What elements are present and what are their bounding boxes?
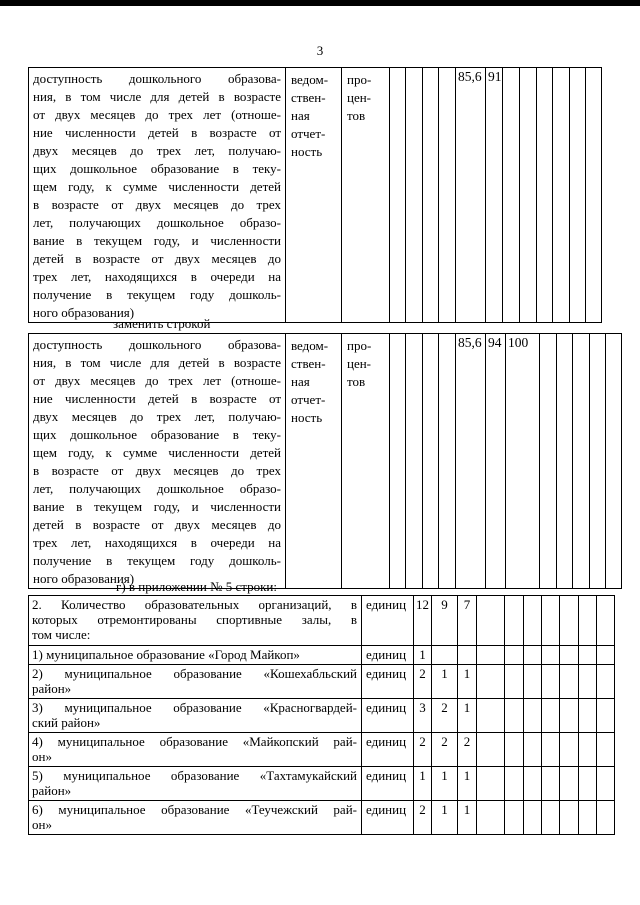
text-line: детей в возрасте от двух месяцев до xyxy=(33,251,281,266)
text-line: трех лет, находящихся в очереди на xyxy=(33,535,281,550)
value-cell: 2 xyxy=(458,733,477,767)
text-line: доступность дошкольного образова- xyxy=(33,337,281,352)
value-cell xyxy=(524,665,542,699)
value-cell xyxy=(524,596,542,646)
value-cell xyxy=(569,68,585,323)
text-line: 1) муниципальное образование «Город Майкоп» xyxy=(32,647,300,662)
table-row xyxy=(29,646,633,665)
text-line: 5) муниципальное образование «Тахтамукайский xyxy=(32,768,357,783)
value-cell: 1 xyxy=(432,801,458,835)
value-cell xyxy=(542,733,560,767)
value-cell xyxy=(542,699,560,733)
text-line: район» xyxy=(32,681,72,696)
text-line: ведом- xyxy=(291,72,329,87)
text-line: ния, в том числе для детей в возрасте xyxy=(33,89,281,104)
value-cell xyxy=(597,801,615,835)
row-name xyxy=(29,665,362,699)
value-cell xyxy=(536,68,552,323)
value-cell: 91 xyxy=(486,68,503,323)
text-line: ние численности детей в возрасте от xyxy=(33,391,281,406)
value-cell xyxy=(540,334,557,589)
value-cell xyxy=(423,334,439,589)
value-cell xyxy=(505,646,524,665)
text-line: которых отремонтированы спортивные залы, в xyxy=(32,612,357,627)
value-cell xyxy=(579,767,597,801)
value-cell xyxy=(458,646,477,665)
value-cell xyxy=(542,646,560,665)
text-line: ствен- xyxy=(291,90,326,105)
value-cell xyxy=(477,646,505,665)
text-line: двух месяцев до трех лет, получаю- xyxy=(33,409,281,424)
text-line: ная xyxy=(291,374,310,389)
text-line: вание в текущем году, и численности xyxy=(33,499,281,514)
value-cell xyxy=(560,665,579,699)
value-cell xyxy=(524,733,542,767)
value-cell xyxy=(579,596,597,646)
value-cell: 85,6 xyxy=(456,334,486,589)
indicator-source xyxy=(286,334,342,589)
row-unit: единиц xyxy=(362,699,414,733)
value-cell xyxy=(560,596,579,646)
value-cell: 2 xyxy=(432,733,458,767)
text-line: от двух месяцев до трех лет (отноше- xyxy=(33,373,281,388)
scan-top-edge xyxy=(0,0,640,6)
row-unit: единиц xyxy=(362,733,414,767)
row-name xyxy=(29,767,362,801)
text-line: двух месяцев до трех лет, получаю- xyxy=(33,143,281,158)
text-line: цен- xyxy=(347,90,372,105)
table-row xyxy=(29,767,633,801)
text-line: трех лет, находящихся в очереди на xyxy=(33,269,281,284)
text-line: щем году, к сумме численности детей xyxy=(33,445,281,460)
value-cell xyxy=(505,665,524,699)
value-cell xyxy=(590,334,606,589)
text-line: щих дошкольное образование в теку- xyxy=(33,161,281,176)
value-cell xyxy=(406,334,423,589)
appendix-label: г) в приложении № 5 строки: xyxy=(116,579,277,594)
appendix-table xyxy=(28,595,633,835)
value-cell: 3 xyxy=(414,699,432,733)
value-cell xyxy=(477,596,505,646)
value-cell: 9 xyxy=(432,596,458,646)
value-cell xyxy=(560,646,579,665)
indicator-row xyxy=(29,68,602,323)
text-line: доступность дошкольного образова- xyxy=(33,71,281,86)
indicator-description xyxy=(29,68,286,323)
text-line: от двух месяцев до трех лет (отноше- xyxy=(33,107,281,122)
value-cell: 2 xyxy=(414,801,432,835)
value-cell xyxy=(606,334,622,589)
value-cell xyxy=(597,733,615,767)
text-line: тов xyxy=(347,108,366,123)
text-line: отчет- xyxy=(291,126,326,141)
text-line: ность xyxy=(291,410,323,425)
value-cell xyxy=(477,767,505,801)
text-line: ность xyxy=(291,144,323,159)
text-line: отчет- xyxy=(291,392,326,407)
value-cell xyxy=(585,68,601,323)
text-line: щем году, к сумме численности детей xyxy=(33,179,281,194)
text-line: ский район» xyxy=(32,715,101,730)
value-cell xyxy=(524,646,542,665)
text-line: про- xyxy=(347,338,372,353)
row-unit: единиц xyxy=(362,665,414,699)
indicator-description xyxy=(29,334,286,589)
indicator-source xyxy=(286,68,342,323)
row-unit: единиц xyxy=(362,596,414,646)
value-cell xyxy=(505,733,524,767)
value-cell xyxy=(439,334,456,589)
indicator-row xyxy=(29,334,622,589)
value-cell xyxy=(597,665,615,699)
value-cell xyxy=(439,68,456,323)
value-cell: 12 xyxy=(414,596,432,646)
value-cell xyxy=(505,801,524,835)
value-cell xyxy=(502,68,519,323)
value-cell xyxy=(477,801,505,835)
value-cell xyxy=(597,699,615,733)
value-cell: 1 xyxy=(458,801,477,835)
text-line: получение в текущем году дошколь- xyxy=(33,287,281,302)
table-row xyxy=(29,733,633,767)
text-line: тов xyxy=(347,374,366,389)
text-line: он» xyxy=(32,817,52,832)
value-cell xyxy=(477,733,505,767)
value-cell: 1 xyxy=(458,699,477,733)
text-line: лет, получающих дошкольное образо- xyxy=(33,215,281,230)
value-cell xyxy=(579,665,597,699)
text-line: в возрасте от двух месяцев до трех xyxy=(33,463,281,478)
value-cell xyxy=(560,767,579,801)
value-cell xyxy=(542,665,560,699)
value-cell xyxy=(524,699,542,733)
text-line: получение в текущем году дошколь- xyxy=(33,553,281,568)
row-unit: единиц xyxy=(362,801,414,835)
text-line: ствен- xyxy=(291,356,326,371)
value-cell xyxy=(542,801,560,835)
value-cell: 1 xyxy=(432,767,458,801)
value-cell xyxy=(542,596,560,646)
text-line: в возрасте от двух месяцев до трех xyxy=(33,197,281,212)
value-cell xyxy=(560,733,579,767)
table-row xyxy=(29,665,633,699)
value-cell: 1 xyxy=(414,767,432,801)
row-name xyxy=(29,801,362,835)
value-cell xyxy=(597,646,615,665)
value-cell: 7 xyxy=(458,596,477,646)
value-cell xyxy=(390,68,406,323)
value-cell: 1 xyxy=(458,665,477,699)
row-name xyxy=(29,733,362,767)
indicator-table-old xyxy=(28,67,602,323)
value-cell xyxy=(579,699,597,733)
text-line: цен- xyxy=(347,356,372,371)
value-cell: 2 xyxy=(432,699,458,733)
value-cell xyxy=(524,801,542,835)
table-row xyxy=(29,596,633,646)
value-cell xyxy=(597,767,615,801)
value-cell xyxy=(505,699,524,733)
value-cell xyxy=(560,801,579,835)
value-cell: 1 xyxy=(432,665,458,699)
text-line: детей в возрасте от двух месяцев до xyxy=(33,517,281,532)
value-cell xyxy=(519,68,536,323)
replace-with-label: заменить строкой xyxy=(113,316,211,331)
value-cell: 1 xyxy=(458,767,477,801)
text-line: 3) муниципальное образование «Красногвардей- xyxy=(32,700,357,715)
value-cell xyxy=(477,665,505,699)
value-cell xyxy=(423,68,439,323)
value-cell xyxy=(432,646,458,665)
value-cell xyxy=(524,767,542,801)
row-name xyxy=(29,646,362,665)
value-cell xyxy=(579,801,597,835)
value-cell: 100 xyxy=(506,334,540,589)
value-cell xyxy=(579,646,597,665)
value-cell: 2 xyxy=(414,665,432,699)
value-cell xyxy=(597,596,615,646)
indicator-unit xyxy=(342,68,390,323)
value-cell xyxy=(390,334,406,589)
page-number: 3 xyxy=(316,43,324,58)
value-cell xyxy=(477,699,505,733)
text-line: ведом- xyxy=(291,338,329,353)
value-cell xyxy=(579,733,597,767)
value-cell xyxy=(542,767,560,801)
text-line: том числе: xyxy=(32,627,91,642)
indicator-table-new xyxy=(28,333,622,589)
value-cell xyxy=(505,596,524,646)
value-cell: 1 xyxy=(414,646,432,665)
text-line: ного образования) xyxy=(33,571,135,586)
table-row xyxy=(29,699,633,733)
text-line: лет, получающих дошкольное образо- xyxy=(33,481,281,496)
text-line: он» xyxy=(32,749,52,764)
text-line: про- xyxy=(347,72,372,87)
value-cell: 94 xyxy=(486,334,506,589)
value-cell xyxy=(406,68,423,323)
text-line: 2) муниципальное образование «Кошехабльский xyxy=(32,666,357,681)
text-line: 4) муниципальное образование «Майкопский рай- xyxy=(32,734,357,749)
value-cell xyxy=(573,334,590,589)
text-line: щих дошкольное образование в теку- xyxy=(33,427,281,442)
value-cell xyxy=(552,68,569,323)
row-name xyxy=(29,596,362,646)
row-name xyxy=(29,699,362,733)
row-unit: единиц xyxy=(362,646,414,665)
text-line: район» xyxy=(32,783,72,798)
text-line: 2. Количество образовательных организаций, в xyxy=(32,597,357,612)
value-cell xyxy=(505,767,524,801)
text-line: 6) муниципальное образование «Теучежский рай- xyxy=(32,802,357,817)
indicator-unit xyxy=(342,334,390,589)
text-line: ние численности детей в возрасте от xyxy=(33,125,281,140)
value-cell: 85,6 xyxy=(456,68,486,323)
text-line: ного образования) xyxy=(33,305,135,320)
row-unit: единиц xyxy=(362,767,414,801)
value-cell xyxy=(560,699,579,733)
text-line: ния, в том числе для детей в возрасте xyxy=(33,355,281,370)
value-cell xyxy=(557,334,573,589)
table-row xyxy=(29,801,633,835)
value-cell: 2 xyxy=(414,733,432,767)
text-line: вание в текущем году, и численности xyxy=(33,233,281,248)
text-line: ная xyxy=(291,108,310,123)
